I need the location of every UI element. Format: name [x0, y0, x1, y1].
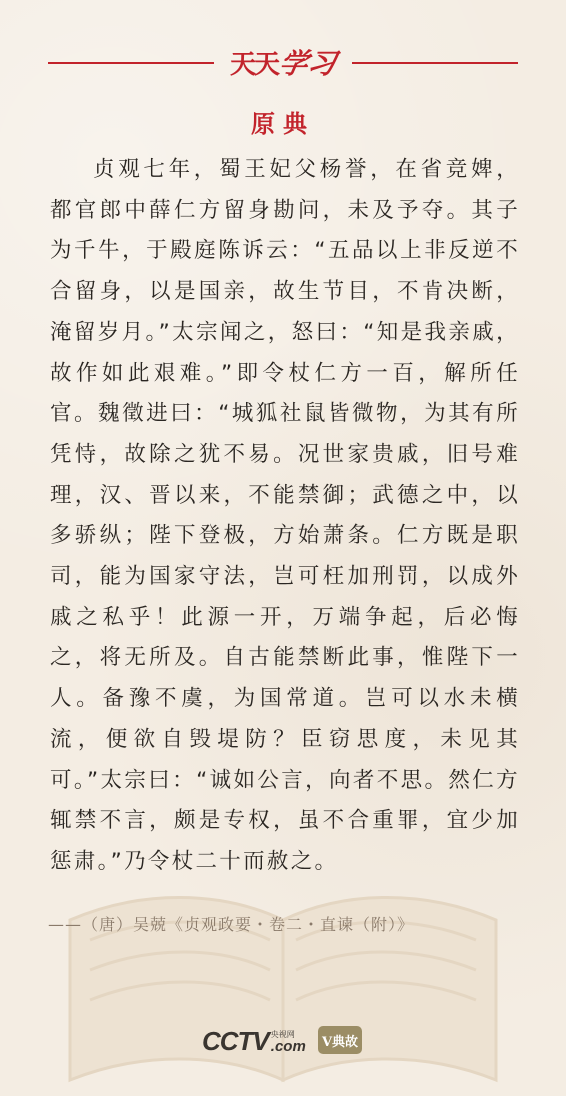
brand-part1: 天天	[229, 49, 278, 80]
header-rule-left	[48, 62, 214, 64]
classic-paragraph: 贞观七年，蜀王妃父杨誉，在省竞婢，都官郎中薛仁方留身勘问，未及予夺。其子为千牛，于殿庭陈诉云：“五品以上非反逆不合留身，以是国亲，故生节目，不肯决断，淹留岁月。”太宗闻之，怒曰：“知是我亲戚，故作如此艰难。”即令杖仁方一百，解所任官。魏徵进曰：“城狐社鼠皆微物，为其有所凭恃，故除之犹不易。况世家贵戚，旧号难理，汉、晋以来，不能禁御；武德之中，以多骄纵；陛下登极，方始萧条。仁方既是职司，能为国家守法，岂可枉加刑罚，以成外戚之私乎！此源一开，万端争起，后必悔之，将无所及。自古能禁断此事，惟陛下一人。备豫不虞，为国常道。岂可以水未横流，便欲自毁堤防？臣窃思度，未见其可。”太宗曰：“诚如公言，向者不思。然仁方辄禁不言，颇是专权，虽不合重罪，宜少加惩肃。”乃令杖二十而赦之。	[50, 157, 520, 874]
source-citation: ——（唐）吴兢《贞观政要・卷二・直谏（附）》	[48, 915, 415, 934]
cctv-logo-com: .com	[270, 1038, 306, 1055]
brand-logo	[214, 44, 352, 80]
cctv-logo-text: CCTV	[202, 1026, 269, 1056]
classic-text	[50, 150, 520, 883]
cctv-logo-side	[271, 1031, 306, 1054]
footer	[0, 1024, 566, 1060]
cctv-logo	[202, 1028, 306, 1054]
brand-part2: 学习	[276, 47, 339, 80]
cctv-logo-cn: 央视网	[270, 1030, 295, 1039]
header-rule-right	[352, 62, 518, 64]
section-title: 原典	[251, 110, 315, 138]
v-diangu-badge: V典故	[318, 1026, 362, 1054]
header	[0, 44, 566, 80]
